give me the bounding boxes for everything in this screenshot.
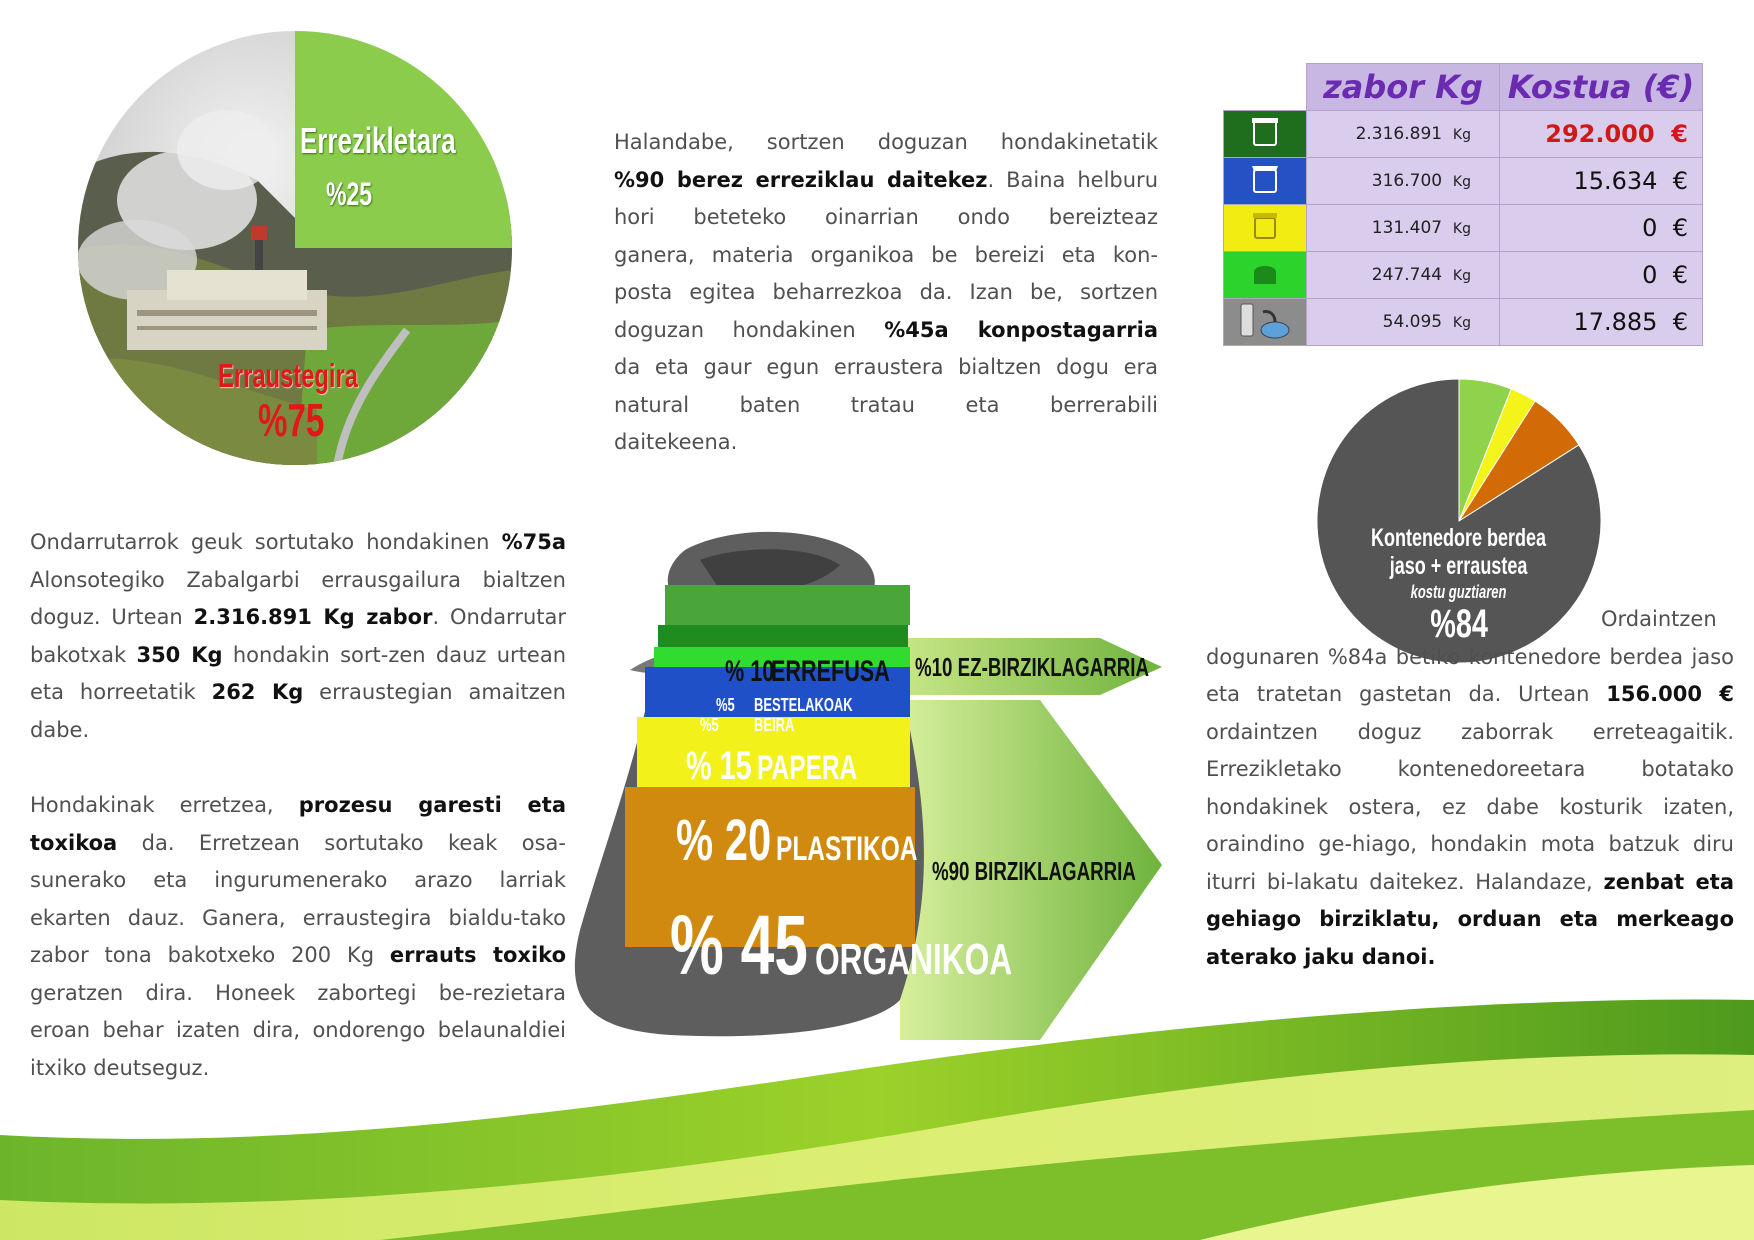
bag-layer-papera-pct: % 15 bbox=[686, 744, 752, 788]
vacuum-appliance-icon bbox=[1224, 299, 1307, 346]
cost-table-kg bbox=[1307, 158, 1500, 205]
incinerate-pct-text: %75 bbox=[258, 394, 325, 446]
middle-text-line: %90 berez erreziklau daitekez. Baina helburu bbox=[614, 167, 1159, 192]
pie-label-line3: kostu guztiaren bbox=[1411, 582, 1507, 602]
cost-table-kg bbox=[1307, 205, 1500, 252]
arrow-non-recyclable-text: %10 EZ-BIRZIKLAGARRIA bbox=[915, 652, 1150, 682]
middle-text-line: ganera, materia organikoa be bereizi eta kon- bbox=[614, 242, 1158, 267]
bag-layer-refusa bbox=[725, 654, 936, 689]
incinerate-label bbox=[218, 356, 412, 395]
cost-table-kg bbox=[1307, 299, 1500, 346]
cost-currency: € bbox=[1672, 167, 1688, 195]
cost-table bbox=[1223, 63, 1703, 346]
bag-layer-organikoa-pct: % 45 bbox=[670, 898, 808, 992]
bag-layer-beira-pct: %5 bbox=[700, 715, 719, 735]
cost-table-row bbox=[1224, 252, 1703, 299]
pie-label-pct: %84 bbox=[1430, 602, 1488, 646]
bag-layer-plastikoa bbox=[676, 806, 973, 874]
incinerate-pct bbox=[258, 393, 350, 447]
kg-unit: Kg bbox=[1452, 221, 1471, 237]
cost-table-cost bbox=[1500, 205, 1703, 252]
bag-layer-refusa-pct: % 10 bbox=[725, 655, 775, 688]
incineration-intro-text: Ondarrutarrok geuk sortutako hondakinen %75a Alonsotegiko Zabalgarbi errausgailura bialtzen doguz. Urtean 2.316.891 Kg zabor. Ondarrutar bakotxak 350 Kg hondakin sort-zen dauz urtean eta horreetatik 262 Kg erraustegian amaitzen dabe. bbox=[30, 530, 567, 742]
cost-table-cost bbox=[1500, 111, 1703, 158]
incinerate-label-text: Erraustegira bbox=[218, 357, 358, 394]
cost-value: 0 bbox=[1642, 261, 1658, 289]
kg-value: 316.700 bbox=[1371, 171, 1443, 191]
kg-unit: Kg bbox=[1452, 268, 1471, 284]
recycling-potential-text bbox=[614, 124, 1158, 462]
cost-value: 15.634 bbox=[1573, 167, 1658, 195]
cost-table-row bbox=[1224, 205, 1703, 252]
bell-container-icon bbox=[1224, 252, 1307, 299]
cost-value: 0 bbox=[1642, 214, 1658, 242]
bag-layer-organikoa bbox=[670, 896, 1089, 994]
arrow-recyclable-label bbox=[932, 856, 1215, 887]
incineration-harm-text: Hondakinak erretzea, prozesu garesti eta toxikoa da. Erretzean sortutako keak osa-sunerako eta ingurumenerako arazo larriak ekarten dauz. Ganera, erraustegira bialdu-tako zabor tona bakotxeko 200 Kg errauts toxiko geratzen dira. Honeek zabortegi be-rezietara eroan behar izaten dira, ondorengo belaunaldiei itxiko deutseguz. bbox=[30, 793, 566, 1080]
bag-layer-plastikoa-pct: % 20 bbox=[676, 808, 772, 873]
cost-table-cost bbox=[1500, 252, 1703, 299]
middle-text-line: da eta gaur egun erraustera bialtzen dogu era bbox=[614, 355, 1158, 379]
middle-text-line: posta egitea beharrezkoa da. Izan be, sortzen bbox=[614, 280, 1158, 304]
bag-layer-bestelakoak bbox=[716, 695, 891, 716]
cost-explanation-text: Ordaintzen dogunaren %84a betiko kontenedore berdea jaso eta tratetan gastetan da. Urtean 156.000 € ordaintzen doguz zaborrak erreteagaitik. Errezikletako kontenedoreetara botatako hondakinek ostera, ez dabe kosturik izaten, oraindino ge-hiago, hondakin mota batzuk diru iturri bi-lakatu daitekez. Halandaze, zenbat eta gehiago birziklatu, orduan eta merkeago aterako jaku danoi. bbox=[1206, 607, 1735, 969]
cost-table-row bbox=[1224, 299, 1703, 346]
header-cost: Kostua (€) bbox=[1500, 64, 1703, 111]
kg-value: 2.316.891 bbox=[1355, 124, 1443, 144]
cost-table-cost bbox=[1500, 158, 1703, 205]
pie-label-line1-wrap bbox=[1314, 524, 1604, 552]
yellow-container-icon bbox=[1224, 205, 1307, 252]
pie-label-line2-wrap bbox=[1314, 552, 1604, 580]
kg-value: 247.744 bbox=[1371, 265, 1443, 285]
kg-unit: Kg bbox=[1452, 315, 1471, 331]
bag-layer-bestelakoak-label: BESTELAKOAK bbox=[754, 695, 853, 715]
cost-value: 292.000 bbox=[1545, 120, 1655, 148]
arrow-non-recyclable-label bbox=[915, 652, 1240, 683]
cost-currency: € bbox=[1672, 308, 1688, 336]
kg-unit: Kg bbox=[1452, 127, 1471, 143]
middle-text-line: Halandabe, sortzen doguzan hondakinetatik bbox=[614, 130, 1158, 154]
cost-table-row bbox=[1224, 111, 1703, 158]
recycle-label bbox=[300, 120, 516, 162]
cost-table-kg bbox=[1307, 111, 1500, 158]
arrow-recyclable-text: %90 BIRZIKLAGARRIA bbox=[932, 856, 1136, 886]
pie-label-line1: Kontenedore berdea bbox=[1371, 524, 1547, 552]
cost-table-grid bbox=[1223, 63, 1703, 346]
cost-table-header bbox=[1224, 64, 1703, 111]
cost-currency: € bbox=[1672, 261, 1688, 289]
recycle-label-text: Errezikletara bbox=[300, 120, 456, 161]
middle-text-line: natural baten tratau eta berrerabili bbox=[614, 392, 1158, 417]
cost-table-cost bbox=[1500, 299, 1703, 346]
cost-value: 17.885 bbox=[1573, 308, 1658, 336]
kg-value: 54.095 bbox=[1382, 312, 1443, 332]
middle-text-line: doguzan hondakinen %45a konpostagarria bbox=[614, 317, 1158, 342]
middle-text-line: hori beteteko oinarrian ondo bereizteaz bbox=[614, 205, 1158, 229]
bag-layer-beira-label: BEIRA bbox=[754, 715, 795, 735]
green-container-icon bbox=[1224, 111, 1307, 158]
middle-text-line: daitekeena. bbox=[614, 430, 738, 454]
recycle-pct-text: %25 bbox=[326, 176, 373, 212]
recycle-pct bbox=[326, 175, 390, 213]
bag-layer-papera bbox=[686, 743, 896, 789]
kg-unit: Kg bbox=[1452, 174, 1471, 190]
header-kg: zabor Kg bbox=[1307, 64, 1500, 111]
bag-layer-plastikoa-label: PLASTIKOA bbox=[776, 830, 918, 868]
bag-layer-papera-label: PAPERA bbox=[757, 749, 858, 787]
bag-layer-beira bbox=[700, 715, 810, 736]
cost-table-row bbox=[1224, 158, 1703, 205]
bag-layer-bestelakoak-pct: %5 bbox=[716, 695, 735, 715]
bag-layer-organikoa-label: ORGANIKOA bbox=[815, 935, 1013, 984]
pie-label-line2: jaso + erraustea bbox=[1390, 552, 1528, 580]
bag-layer-refusa-label: ERREFUSA bbox=[771, 655, 891, 688]
blue-container-icon bbox=[1224, 158, 1307, 205]
cost-table-kg bbox=[1307, 252, 1500, 299]
cost-currency: € bbox=[1672, 214, 1688, 242]
kg-value: 131.407 bbox=[1371, 218, 1443, 238]
cost-currency: € bbox=[1671, 120, 1688, 148]
